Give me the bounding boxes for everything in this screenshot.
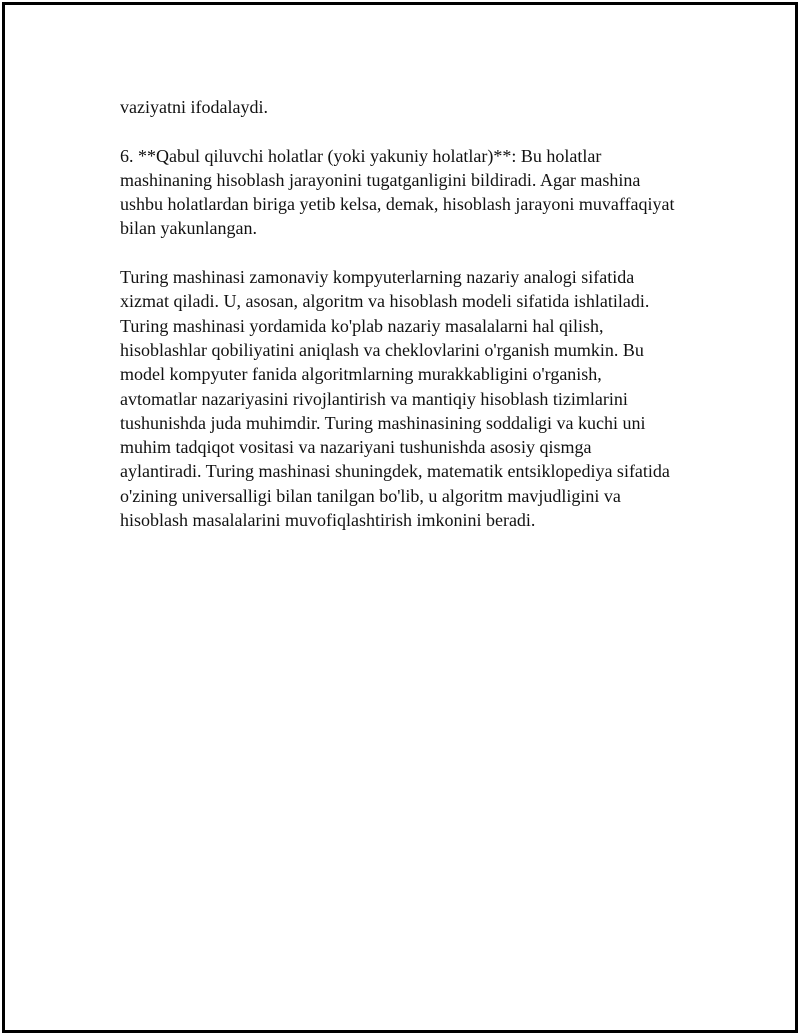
text-line: ushbu holatlardan biriga yetib kelsa, demak, hisoblash jarayoni muvaffaqiyat [120, 194, 675, 215]
document-body [120, 95, 700, 532]
text-line: tushunishda juda muhimdir. Turing mashinasining soddaligi va kuchi uni [120, 412, 646, 433]
text-line: vaziyatni ifodalaydi. [120, 97, 268, 117]
text-line: mashinaning hisoblash jarayonini tugatganligini bildiradi. Agar mashina [120, 169, 641, 190]
text-line: Turing mashinasi yordamida ko'plab nazariy masalalarni hal qilish, [120, 315, 604, 336]
paragraph-accepting-states [120, 144, 700, 241]
paragraph-turing-machine-summary [120, 265, 700, 532]
text-line: 6. **Qabul qiluvchi holatlar (yoki yakuniy holatlar)**: Bu holatlar [120, 145, 602, 166]
text-line: bilan yakunlangan. [120, 218, 257, 239]
paragraph-continuation [120, 95, 700, 119]
document-page [2, 2, 798, 1033]
text-line: avtomatlar nazariyasini rivojlantirish va mantiqiy hisoblash tizimlarini [120, 388, 628, 409]
text-line: xizmat qiladi. U, asosan, algoritm va hisoblash modeli sifatida ishlatiladi. [120, 291, 650, 312]
text-line: hisoblashlar qobiliyatini aniqlash va cheklovlarini o'rganish mumkin. Bu [120, 339, 644, 360]
text-line: aylantiradi. Turing mashinasi shuningdek, matematik entsiklopediya sifatida [120, 461, 670, 482]
text-line: model kompyuter fanida algoritmlarning murakkabligini o'rganish, [120, 364, 602, 385]
text-line: Turing mashinasi zamonaviy kompyuterlarning nazariy analogi sifatida [120, 267, 635, 288]
text-line: hisoblash masalalarini muvofiqlashtirish imkonini beradi. [120, 510, 536, 531]
text-line: o'zining universalligi bilan tanilgan bo'lib, u algoritm mavjudligini va [120, 485, 621, 506]
text-line: muhim tadqiqot vositasi va nazariyani tushunishda asosiy qismga [120, 437, 592, 458]
